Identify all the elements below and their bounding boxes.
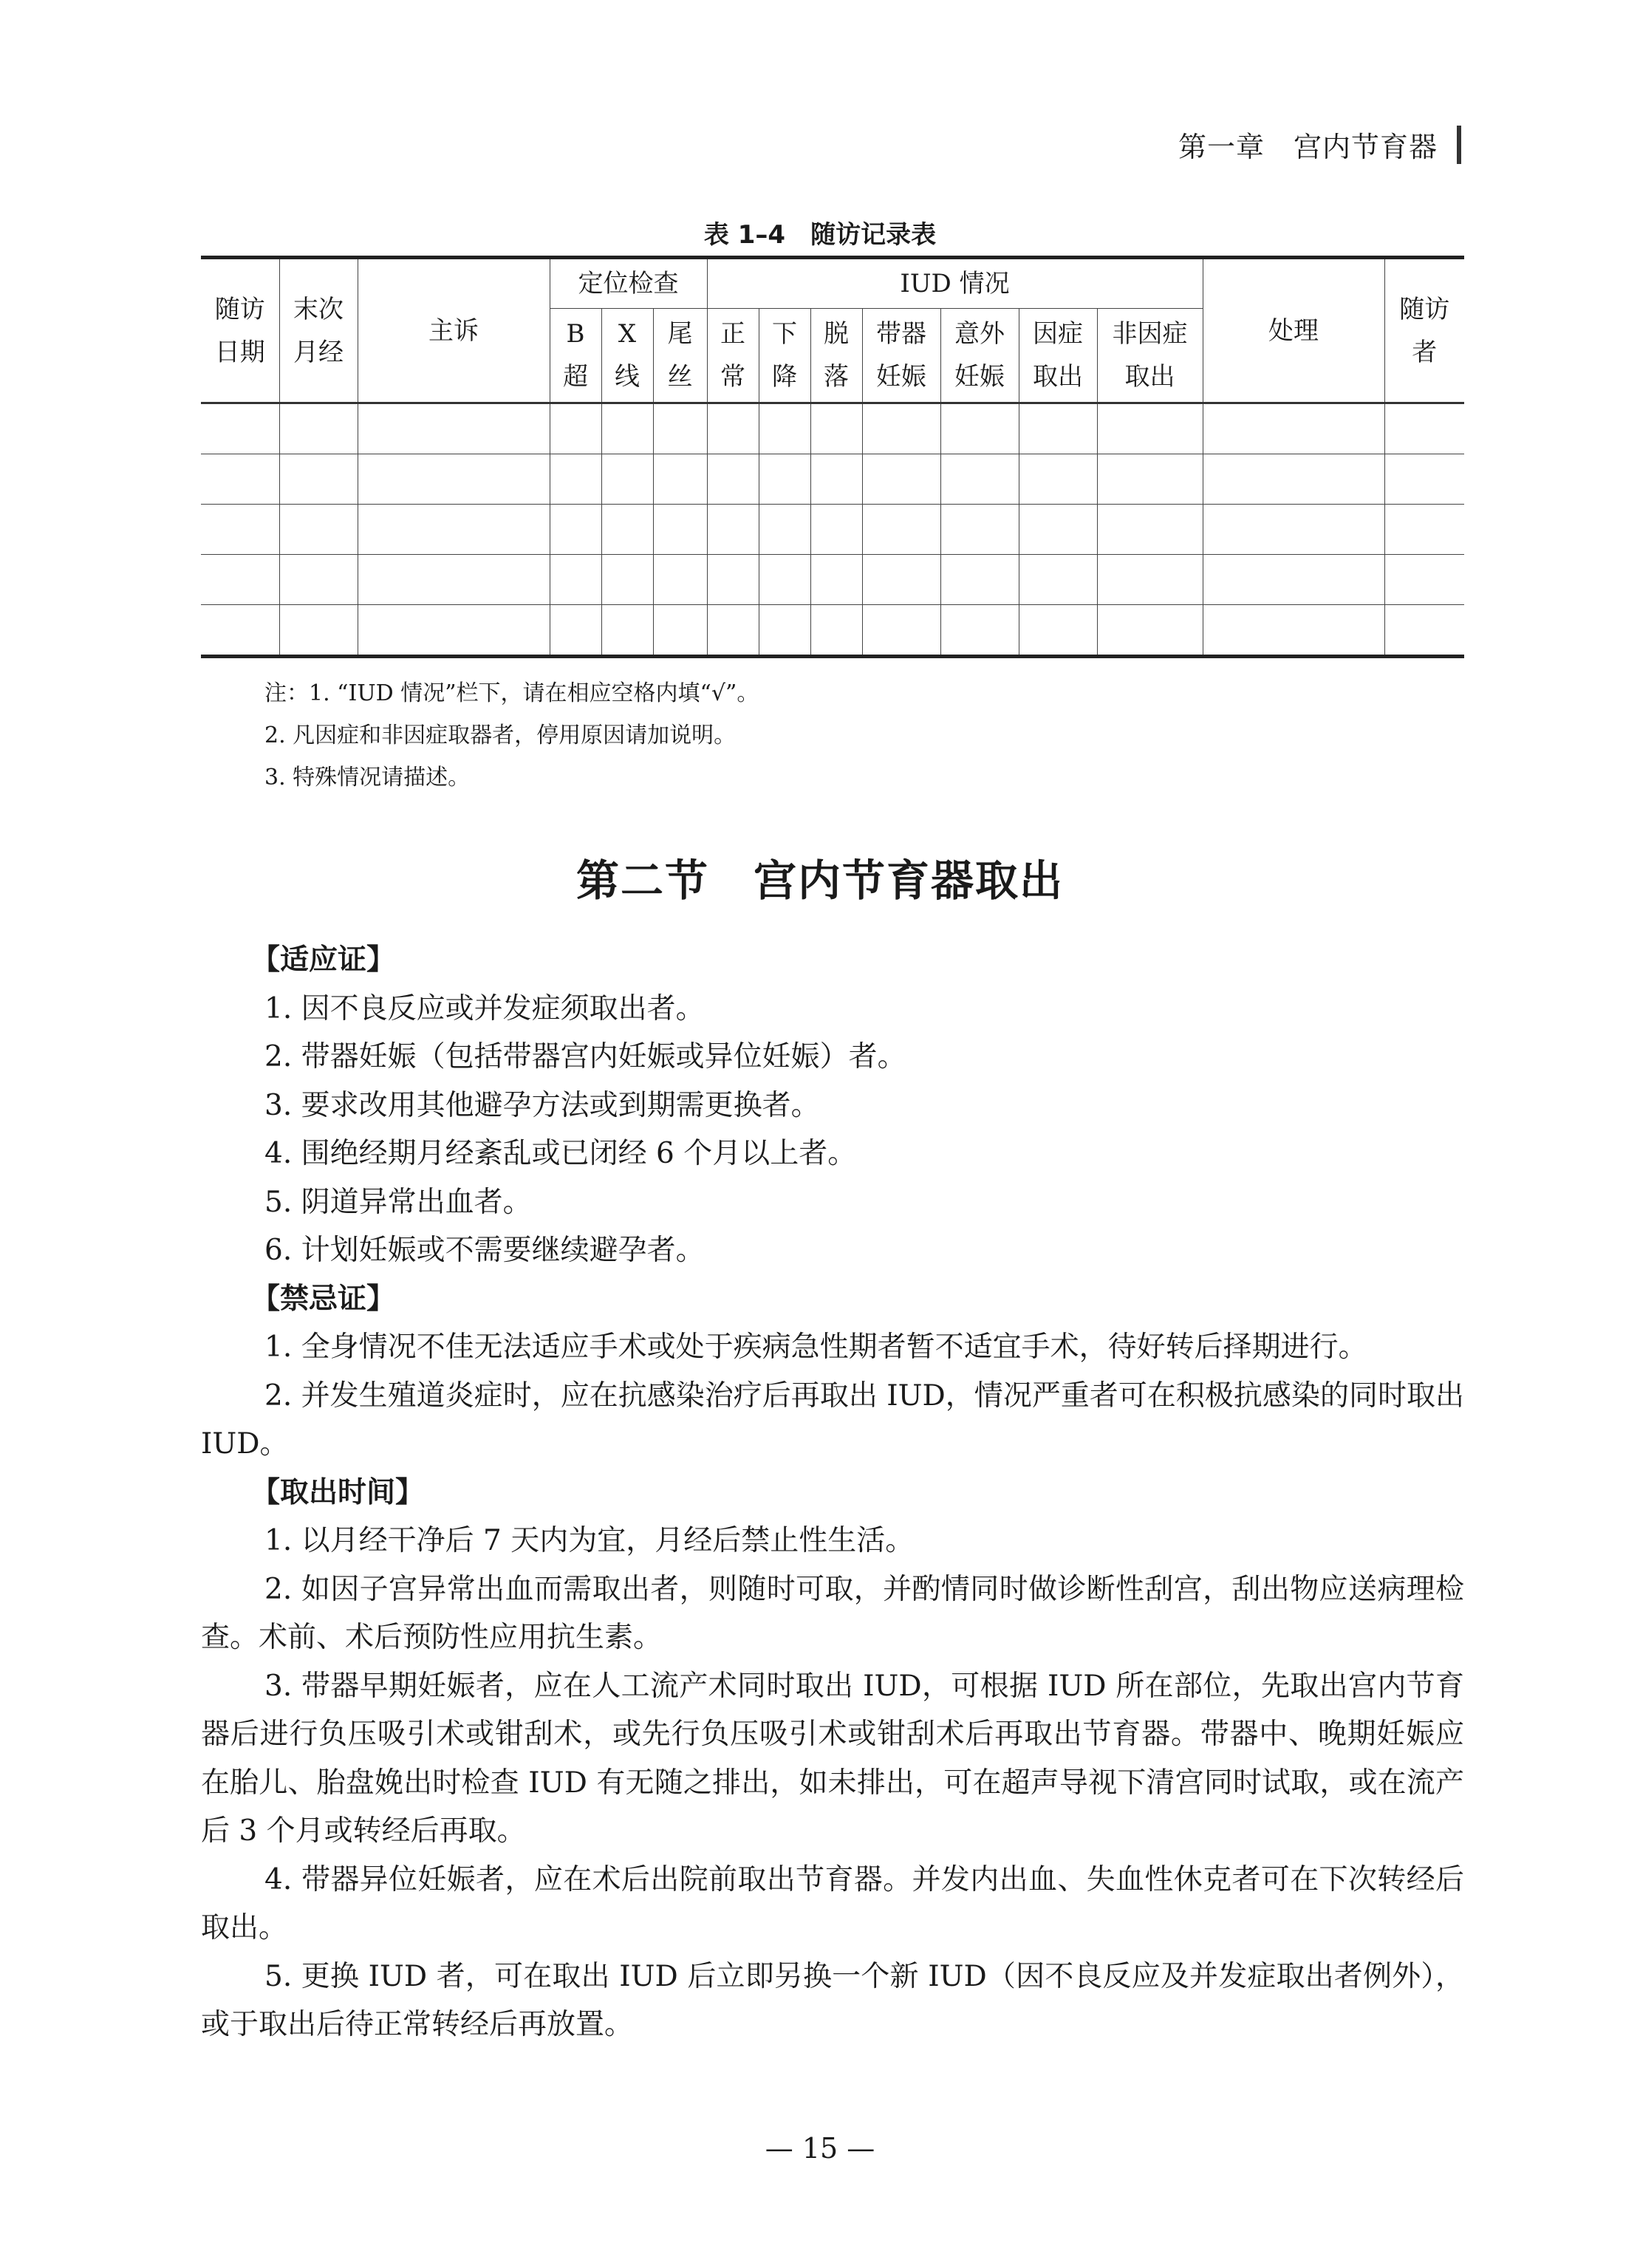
col-header: 非因症取出 [1097,309,1203,403]
table-cell [707,605,759,657]
table-cell [810,555,862,605]
table-cell [601,605,653,657]
table-cell [810,605,862,657]
table-row [201,555,1464,605]
table-cell [279,403,358,454]
table-cell [601,505,653,555]
table-row [201,403,1464,454]
section-title: 第二节 宫内节育器取出 [575,855,1064,906]
table-cell [1019,555,1097,605]
table-cell [1203,403,1384,454]
table-cell [550,454,601,505]
table-cell [1384,505,1464,555]
group-header-location: 定位检查 [550,258,707,309]
table-cell [940,505,1019,555]
table-cell [940,605,1019,657]
list-item: 2. 带器妊娠（包括带器宫内妊娠或异位妊娠）者。 [264,1040,906,1073]
col-header: 正常 [707,309,759,403]
table-cell [653,505,707,555]
table-cell [601,555,653,605]
table-cell [201,605,279,657]
col-header: 随访者 [1384,258,1464,403]
table-cell [653,605,707,657]
group-header-iud: IUD 情况 [707,258,1203,309]
table-cell [1097,505,1203,555]
table-row [201,505,1464,555]
col-header: 主诉 [358,258,550,403]
table-cell [759,555,810,605]
table-cell [1384,403,1464,454]
table-cell [810,454,862,505]
running-header: 第一章 宫内节育器 [1178,131,1438,163]
table-cell [707,454,759,505]
list-item: 4. 带器异位妊娠者，应在术后出院前取出节育器。并发内出血、失血性休克者可在下次转经后取出。 [201,1862,1464,1944]
table-cell [1097,403,1203,454]
table-cell [653,454,707,505]
table-cell [862,403,940,454]
col-header: 带器妊娠 [862,309,940,403]
follow-up-record-table [201,256,1464,658]
table-cell [940,454,1019,505]
table-cell [1019,454,1097,505]
table-cell [759,605,810,657]
table-cell [201,555,279,605]
table-cell [1019,403,1097,454]
table-cell [358,403,550,454]
table-cell [358,454,550,505]
table-cell [862,505,940,555]
table-cell [1384,555,1464,605]
table-cell [653,555,707,605]
table-cell [862,605,940,657]
table-cell [358,605,550,657]
col-header: 随访日期 [201,258,279,403]
table-body [201,403,1464,657]
table-cell [1203,505,1384,555]
table-cell [550,605,601,657]
note: 2. 凡因症和非因症取器者，停用原因请加说明。 [264,723,737,748]
note: 3. 特殊情况请描述。 [264,765,471,790]
table-cell [1384,605,1464,657]
table-cell [862,555,940,605]
list-item: 2. 并发生殖道炎症时，应在抗感染治疗后再取出 IUD，情况严重者可在积极抗感染的同时取出 IUD。 [201,1379,1464,1461]
table-row [201,454,1464,505]
table-cell [201,505,279,555]
table-cell [601,454,653,505]
table-row [201,605,1464,657]
list-item: 3. 带器早期妊娠者，应在人工流产术同时取出 IUD，可根据 IUD 所在部位，先取出宫内节育器后进行负压吸引术或钳刮术，或先行负压吸引术或钳刮术后再取出节育器。带器中、晚期妊娠应在胎儿、胎盘娩出时检查 IUD 有无随之排出，如未排出，可在超声导视下清宫同时试取，或在流产后 3 个月或转经后再取。 [201,1669,1464,1848]
col-header: X线 [601,309,653,403]
table-cell [1019,605,1097,657]
table-cell [1097,555,1203,605]
table-cell [279,505,358,555]
col-header: 处理 [1203,258,1384,403]
table-cell [550,403,601,454]
table-cell [1097,605,1203,657]
table-cell [707,555,759,605]
list-item: 6. 计划妊娠或不需要继续避孕者。 [264,1234,705,1267]
table-cell [279,454,358,505]
col-header: 意外妊娠 [940,309,1019,403]
table-cell [601,403,653,454]
table-cell [759,454,810,505]
table-cell [550,555,601,605]
table-cell [707,505,759,555]
table-cell [550,505,601,555]
table-cell [1203,454,1384,505]
heading-indications: 【适应证】 [251,943,396,977]
col-header: 尾丝 [653,309,707,403]
heading-removal-time: 【取出时间】 [251,1475,425,1509]
table-cell [810,403,862,454]
list-item: 5. 更换 IUD 者，可在取出 IUD 后立即另换一个新 IUD（因不良反应及并发症取出者例外），或于取出后待正常转经后再放置。 [201,1959,1464,2041]
table-cell [201,403,279,454]
section-body [201,936,1464,2049]
note: 注：1. “IUD 情况”栏下，请在相应空格内填“√”。 [264,680,759,706]
table-cell [1203,605,1384,657]
page-number: — 15 — [765,2132,875,2165]
table-caption: 表 1–4 随访记录表 [703,220,937,250]
col-header: 末次月经 [279,258,358,403]
table-cell [201,454,279,505]
col-header: 脱落 [810,309,862,403]
table-cell [1019,505,1097,555]
table-cell [810,505,862,555]
table-cell [759,403,810,454]
col-header: B超 [550,309,601,403]
heading-contraindications: 【禁忌证】 [251,1282,396,1316]
table-cell [1097,454,1203,505]
table-cell [279,605,358,657]
table-cell [358,555,550,605]
table-cell [707,403,759,454]
list-item: 3. 要求改用其他避孕方法或到期需更换者。 [264,1088,820,1122]
list-item: 1. 全身情况不佳无法适应手术或处于疾病急性期者暂不适宜手术，待好转后择期进行。 [264,1331,1367,1364]
table-cell [759,505,810,555]
list-item: 4. 围绝经期月经紊乱或已闭经 6 个月以上者。 [264,1137,857,1170]
table-cell [358,505,550,555]
table-cell [940,555,1019,605]
col-header: 因症取出 [1019,309,1097,403]
table-cell [1203,555,1384,605]
table-cell [279,555,358,605]
running-header-bar [1457,126,1461,164]
table-cell [653,403,707,454]
list-item: 1. 因不良反应或并发症须取出者。 [264,991,705,1025]
table-cell [862,454,940,505]
list-item: 2. 如因子宫异常出血而需取出者，则随时可取，并酌情同时做诊断性刮宫，刮出物应送病理检查。术前、术后预防性应用抗生素。 [201,1572,1464,1654]
table-cell [940,403,1019,454]
table-cell [1384,454,1464,505]
table-notes [264,672,759,799]
list-item: 5. 阴道异常出血者。 [264,1185,532,1219]
col-header: 下降 [759,309,810,403]
list-item: 1. 以月经干净后 7 天内为宜，月经后禁止性生活。 [264,1524,915,1557]
